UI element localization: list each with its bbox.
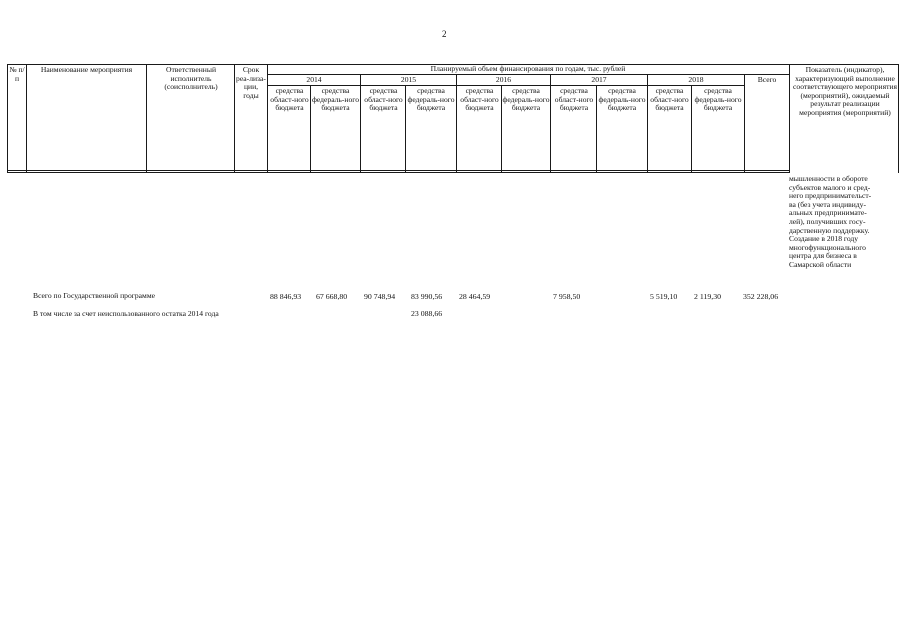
- row-including-label: В том числе за счет неиспользованного остатка 2014 года: [33, 309, 219, 318]
- header-col-exec: Ответственный исполнитель (соисполнитель): [164, 65, 218, 92]
- header-sub-reg: средства област-ного бюджета: [364, 86, 403, 113]
- header-sub-fed: средства федераль-ного бюджета: [502, 86, 550, 113]
- header-year-2014: 2014: [306, 75, 322, 84]
- header-sub-fed: средства федераль-ного бюджета: [311, 86, 360, 113]
- continuation-line: лей), получивших госу-: [789, 216, 866, 226]
- continuation-line: мышленности в обороте: [789, 174, 868, 183]
- indicator-continuation: [789, 175, 899, 270]
- row-total-value: 90 748,94: [364, 292, 396, 301]
- header-col-indicator: Показатель (индикатор), характеризующий выполнение соответствующего мероприятия (мероприятий), ожидаемый результат реализации мероприятия (мероприятий): [793, 65, 897, 117]
- row-total-label: Всего по Государственной программе: [33, 291, 156, 300]
- header-sub-reg: средства област-ного бюджета: [270, 86, 309, 113]
- row-total-value: 28 464,59: [459, 292, 491, 301]
- continuation-line: ва (без учета индивиду-: [789, 199, 866, 209]
- row-total-value: 83 990,56: [411, 292, 443, 301]
- page-number: 2: [442, 29, 447, 39]
- row-total-value: 7 958,50: [553, 292, 581, 301]
- row-including-value: 23 088,66: [411, 309, 443, 318]
- header-sub-reg: средства област-ного бюджета: [460, 86, 499, 113]
- continuation-line: альных предпринимате-: [789, 208, 867, 218]
- header-year-2015: 2015: [400, 75, 417, 84]
- continuation-line: многофункционального: [789, 242, 866, 252]
- header-sub-reg: средства област-ного бюджета: [650, 86, 689, 113]
- header-year-2018: 2018: [688, 75, 704, 84]
- row-total-value: 5 519,10: [650, 292, 678, 301]
- header-col-plan: Планируемый объем финансирования по годам, тыс. рублей: [430, 64, 626, 73]
- header-year-2016: 2016: [495, 75, 512, 84]
- continuation-line: центра для бизнеса в: [789, 251, 857, 261]
- header-sub-fed: средства федераль-ного бюджета: [407, 86, 455, 113]
- header-col-no: № п/п: [9, 65, 25, 83]
- continuation-line: него предпринимательст-: [789, 191, 872, 201]
- header-col-total: Всего: [757, 75, 777, 84]
- header-year-2017: 2017: [591, 75, 607, 84]
- header-col-name: Наименование мероприятия: [40, 65, 133, 74]
- table-header: [7, 64, 899, 173]
- row-total-value: 2 119,30: [694, 292, 721, 301]
- header-sub-fed: средства федераль-ного бюджета: [598, 86, 646, 113]
- row-total-sum: 352 228,06: [743, 292, 779, 301]
- continuation-line: субъектов малого и сред-: [789, 182, 871, 192]
- row-total-value: 88 846,93: [270, 292, 302, 301]
- header-sub-fed: средства федераль-ного бюджета: [694, 86, 742, 113]
- continuation-line: Самарской области: [789, 259, 852, 269]
- continuation-line: Создание в 2018 году: [789, 234, 859, 244]
- row-total-value: 67 668,80: [316, 292, 348, 301]
- header-col-term: Срок реа-лиза-ции, годы: [236, 65, 266, 100]
- header-sub-reg: средства област-ного бюджета: [554, 86, 594, 113]
- continuation-line: дарственную поддержку.: [789, 225, 870, 235]
